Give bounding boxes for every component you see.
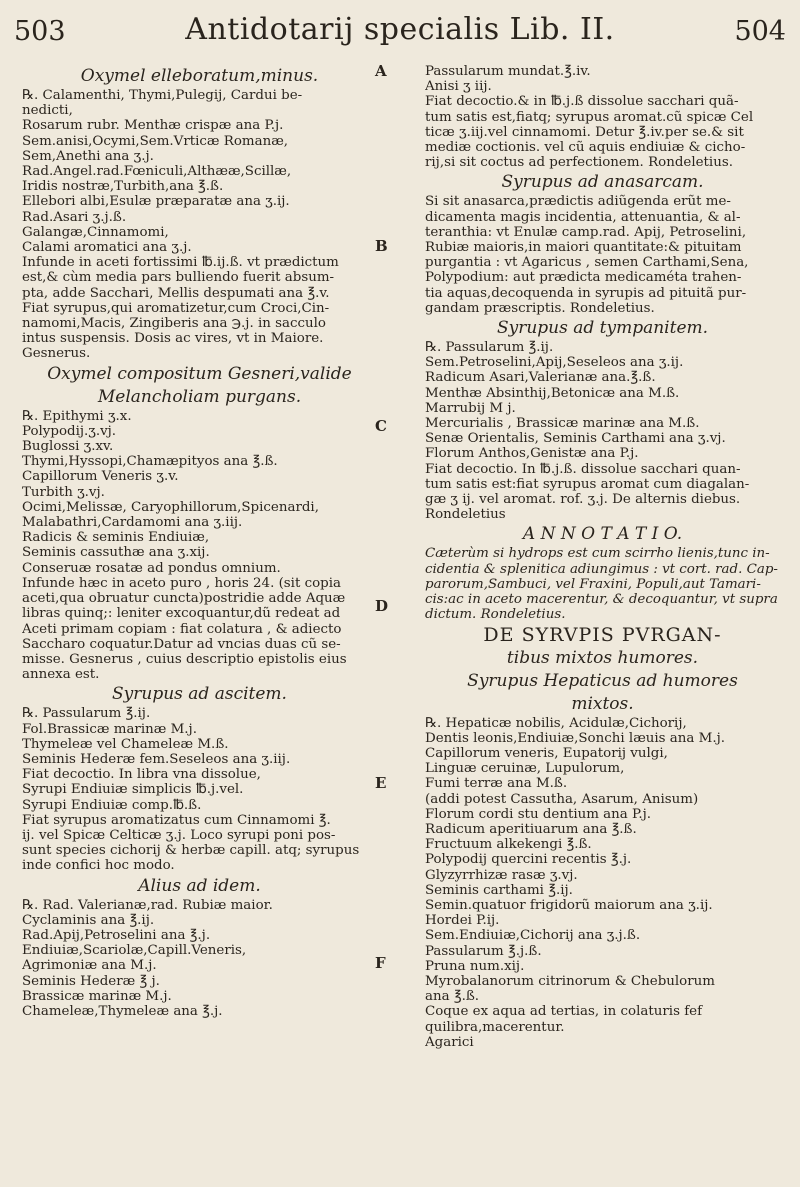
text-line: teranthia: vt Enulæ camp.rad. Apij, Petroselini, — [425, 224, 747, 240]
text-line: misse. Gesnerus , cuius descriptio epistolis eius — [22, 651, 347, 667]
text-line: Semin.quatuor frigidorũ maiorum ana ʒ.ij. — [425, 897, 713, 913]
text-line: Brassicæ marinæ M.j. — [22, 988, 172, 1004]
text-line: Sem.Petroselini,Apij,Seseleos ana ʒ.ij. — [425, 355, 684, 371]
text-line: Rosarum rubr. Menthæ crispæ ana P.j. — [22, 118, 284, 134]
text-line: Sem.Endiuiæ,Cichorij ana ʒ.j.ß. — [425, 928, 641, 944]
text-line: Thymeleæ vel Chameleæ M.ß. — [22, 736, 229, 752]
text-line: Fiat syrupus,qui aromatizetur,cum Croci,Cin- — [22, 300, 330, 316]
chapter-heading: DE SYRVPIS PVRGAN- — [483, 623, 722, 646]
section-heading: Melancholiam purgans. — [97, 386, 302, 407]
text-line: Pruna num.xij. — [425, 958, 525, 974]
text-line: Capillorum Veneris ʒ.v. — [22, 469, 179, 485]
page-number-left: 503 — [14, 16, 66, 47]
text-line: Seminis carthami ℥.ij. — [425, 882, 573, 898]
text-line: gandam præscriptis. Rondeletius. — [425, 300, 655, 316]
text-line: ij. vel Spicæ Celticæ ʒ.j. Loco syrupi poni pos- — [22, 827, 336, 843]
text-line: Fiat decoctio. In ℔.j.ß. dissolue sacchari quan- — [425, 461, 741, 477]
text-line: Cyclaminis ana ℥.ij. — [22, 912, 155, 928]
section-heading: A N N O T A T I O. — [522, 524, 683, 545]
text-line: Si sit anasarca,prædictis adiũgenda erũt me- — [425, 194, 731, 210]
text-line: Ocimi,Melissæ, Caryophillorum,Spicenardi, — [22, 499, 319, 515]
text-line: Polypodij.ʒ.vj. — [22, 423, 117, 439]
text-line: Galangæ,Cinnamomi, — [22, 224, 169, 240]
text-line: Rad.Apij,Petroselini ana ℥.j. — [22, 927, 211, 943]
text-line: Sem.anisi,Ocymi,Sem.Vrticæ Romanæ, — [22, 133, 289, 149]
text-line: intus suspensis. Dosis ac vires, vt in Maiore. — [22, 331, 324, 347]
text-line: Malabathri,Cardamomi ana ʒ.iij. — [22, 515, 243, 531]
right-text-column — [425, 64, 780, 1050]
text-line: Radicis & seminis Endiuiæ, — [22, 530, 210, 546]
text-line: Agarici — [425, 1034, 474, 1050]
page-number-right: 504 — [734, 16, 786, 47]
text-line: Radicum Asari,Valerianæ ana.℥.ß. — [425, 370, 656, 386]
text-line: inde confici hoc modo. — [22, 858, 175, 874]
annotation-line: cis:ac in aceto macerentur, & decoquantur, vt supra — [425, 592, 778, 608]
text-line: Syrupi Endiuiæ comp.℔.ß. — [22, 797, 202, 813]
text-line: Infunde hæc in aceto puro , horis 24. (sit copia — [22, 575, 342, 591]
text-line: Iridis nostræ,Turbith,ana ℥.ß. — [22, 179, 224, 195]
text-line: Fumi terræ ana M.ß. — [425, 776, 568, 792]
text-line: Turbith ʒ.vj. — [22, 484, 105, 500]
annotation-line: Cæterùm si hydrops est cum scirrho lienis,tunc in- — [425, 546, 770, 562]
text-line: Agrimoniæ ana M.j. — [22, 958, 157, 974]
section-letter-b: B — [375, 237, 388, 255]
text-line: Buglossi ʒ.xv. — [22, 439, 114, 455]
text-line: sunt species cichorij & herbæ capill. atq; syrupus — [22, 843, 360, 859]
text-line: Mercurialis , Brassicæ marinæ ana M.ß. — [425, 416, 700, 432]
text-line: Seminis cassuthæ ana ʒ.xij. — [22, 545, 210, 561]
text-line: tia aquas,decoquenda in syrupis ad pituitã pur- — [425, 285, 747, 301]
section-heading: Syrupus Hepaticus ad humores — [467, 670, 738, 691]
section-heading: Oxymel compositum Gesneri,valide — [47, 363, 352, 384]
text-line: Gesnerus. — [22, 346, 91, 362]
text-line: ℞. Passularum ℥.ij. — [22, 706, 151, 722]
annotation-line: parorum,Sambuci, vel Fraxini, Populi,aut Tamari- — [425, 576, 761, 592]
text-line: Marrubij M j. — [425, 400, 516, 416]
text-line: Endiuiæ,Scariolæ,Capill.Veneris, — [22, 943, 247, 959]
text-line: Fol.Brassicæ marinæ M.j. — [22, 721, 197, 737]
text-line: Dentis leonis,Endiuiæ,Sonchi læuis ana M.j. — [425, 730, 726, 746]
text-line: Rad.Asari ʒ.j.ß. — [22, 209, 127, 225]
text-line: rij,si sit coctus ad perfectionem. Rondeletius. — [425, 155, 733, 171]
text-line: libras quinq;: leniter excoquantur,dũ redeat ad — [22, 606, 341, 622]
section-heading: Alius ad idem. — [138, 875, 261, 896]
section-letter-e: E — [375, 774, 387, 792]
text-line: Polypodium: aut prædicta medicaméta trahen- — [425, 270, 742, 286]
section-heading: Oxymel elleboratum,minus. — [80, 66, 319, 86]
text-line: Passularum ℥.j.ß. — [425, 943, 542, 959]
text-line: Fiat decoctio. In libra vna dissolue, — [22, 767, 261, 783]
text-line: ana ℥.ß. — [425, 989, 480, 1005]
annotation-line: cidentia & splenitica adiungimus : vt cort. rad. Cap- — [425, 561, 778, 577]
text-line: Saccharo coquatur.Datur ad vncias duas cũ se- — [22, 636, 341, 652]
text-line: annexa est. — [22, 667, 100, 683]
text-line: Coque ex aqua ad tertias, in colaturis fef — [425, 1004, 703, 1020]
text-line: Hordei P.ij. — [425, 913, 500, 929]
text-line: gæ ʒ ij. vel aromat. rof. ʒ.j. De alternis diebus. — [425, 492, 741, 508]
text-line: quilibra,macerentur. — [425, 1019, 565, 1035]
text-line: Sem,Anethi ana ʒ.j. — [22, 148, 154, 164]
text-line: dicamenta magis incidentia, attenuantia, & al- — [425, 209, 741, 225]
text-line: purgantia : vt Agaricus , semen Carthami,Sena, — [425, 255, 749, 271]
text-line: Senæ Orientalis, Seminis Carthami ana ʒ.vj. — [425, 431, 726, 447]
text-line: est,& cùm media pars bulliendo fuerit absum- — [22, 270, 335, 286]
text-line: Myrobalanorum citrinorum & Chebulorum — [425, 973, 715, 989]
text-line: aceti,qua obruatur cuncta)postridie adde Aquæ — [22, 591, 346, 607]
text-line: ticæ ʒ.iij.vel cinnamomi. Detur ℥.iv.per se.& sit — [425, 124, 744, 140]
section-letter-d: D — [375, 597, 389, 615]
text-line: Fiat syrupus aromatizatus cum Cinnamomi ℥. — [22, 812, 331, 828]
text-line: ℞. Calamenthi, Thymi,Pulegij, Cardui be- — [22, 88, 303, 103]
text-line: nedicti, — [22, 103, 73, 119]
text-line: Rondeletius — [425, 507, 506, 523]
text-line: Florum Anthos,Genistæ ana P.j. — [425, 446, 639, 462]
text-line: Glyzyrrhizæ rasæ ʒ.vj. — [425, 867, 578, 883]
text-line: mediæ coctionis. vel cũ aquis endiuiæ & cicho- — [425, 140, 746, 156]
text-line: Menthæ Absinthij,Betonicæ ana M.ß. — [425, 385, 680, 401]
section-letter-f: F — [375, 954, 386, 972]
text-line: Anisi ʒ iij. — [425, 79, 492, 95]
text-line: Capillorum veneris, Eupatorij vulgi, — [425, 745, 668, 761]
text-line: Thymi,Hyssopi,Chamæpityos ana ℥.ß. — [22, 454, 278, 470]
left-text-column — [22, 64, 377, 1019]
text-line: pta, adde Sacchari, Mellis despumati ana ℥.v. — [22, 285, 330, 301]
section-heading: mixtos. — [571, 693, 634, 714]
text-line: Polypodij quercini recentis ℥.j. — [425, 852, 632, 868]
text-line: ℞. Hepaticæ nobilis, Acidulæ,Cichorij, — [425, 715, 687, 731]
text-line: Fiat decoctio.& in ℔.j.ß dissolue sacchari quã- — [425, 94, 739, 110]
text-line: Passularum mundat.℥.iv. — [425, 64, 591, 79]
text-line: Chameleæ,Thymeleæ ana ℥.j. — [22, 1003, 223, 1019]
section-letter-a: A — [375, 62, 387, 80]
section-heading: Syrupus ad ascitem. — [112, 684, 287, 705]
text-line: Aceti primam copiam : fiat colatura , & adiecto — [22, 621, 342, 637]
section-heading: Syrupus ad tympanitem. — [496, 318, 709, 339]
section-heading: tibus mixtos humores. — [506, 647, 699, 668]
text-line: Conseruæ rosatæ ad pondus omnium. — [22, 560, 281, 576]
text-line: ℞. Epithymi ʒ.x. — [22, 408, 132, 424]
text-line: Syrupi Endiuiæ simplicis ℔.j.vel. — [22, 782, 244, 798]
text-line: Ellebori albi,Esulæ præparatæ ana ʒ.ij. — [22, 194, 290, 210]
section-letter-c: C — [375, 417, 387, 435]
annotation-line: dictum. Rondeletius. — [425, 607, 566, 623]
text-line: Seminis Hederæ ℥ j. — [22, 973, 160, 989]
text-line: Florum cordi stu dentium ana P.j. — [425, 806, 651, 822]
text-line: namomi,Macis, Zingiberis ana ℈.j. in sacculo — [22, 316, 326, 332]
text-line: Infunde in aceti fortissimi ℔.ij.ß. vt prædictum — [22, 255, 339, 271]
text-line: Radicum aperitiuarum ana ℥.ß. — [425, 821, 637, 837]
running-title: Antidotarij specialis Lib. II. — [185, 12, 615, 47]
text-line: Rubiæ maioris,in maiori quantitate:& pituitam — [425, 240, 742, 256]
text-line: tum satis est,fiatq; syrupus aromat.cũ spicæ Cel — [425, 109, 754, 125]
text-line: Fructuum alkekengi ℥.ß. — [425, 837, 592, 853]
text-line: Seminis Hederæ fem.Seseleos ana ʒ.iij. — [22, 751, 291, 767]
text-line: Calami aromatici ana ʒ.j. — [22, 240, 192, 256]
text-line: (addi potest Cassutha, Asarum, Anisum) — [425, 791, 699, 807]
section-heading: Syrupus ad anasarcam. — [501, 172, 704, 193]
text-line: ℞. Passularum ℥.ij. — [425, 340, 554, 356]
text-line: Rad.Angel.rad.Fœniculi,Althææ,Scillæ, — [22, 164, 292, 180]
page-header — [14, 10, 786, 58]
text-line: ℞. Rad. Valerianæ,rad. Rubiæ maior. — [22, 897, 273, 913]
text-line: Linguæ ceruinæ, Lupulorum, — [425, 761, 625, 777]
text-line: tum satis est:fiat syrupus aromat cum diagalan- — [425, 476, 750, 492]
